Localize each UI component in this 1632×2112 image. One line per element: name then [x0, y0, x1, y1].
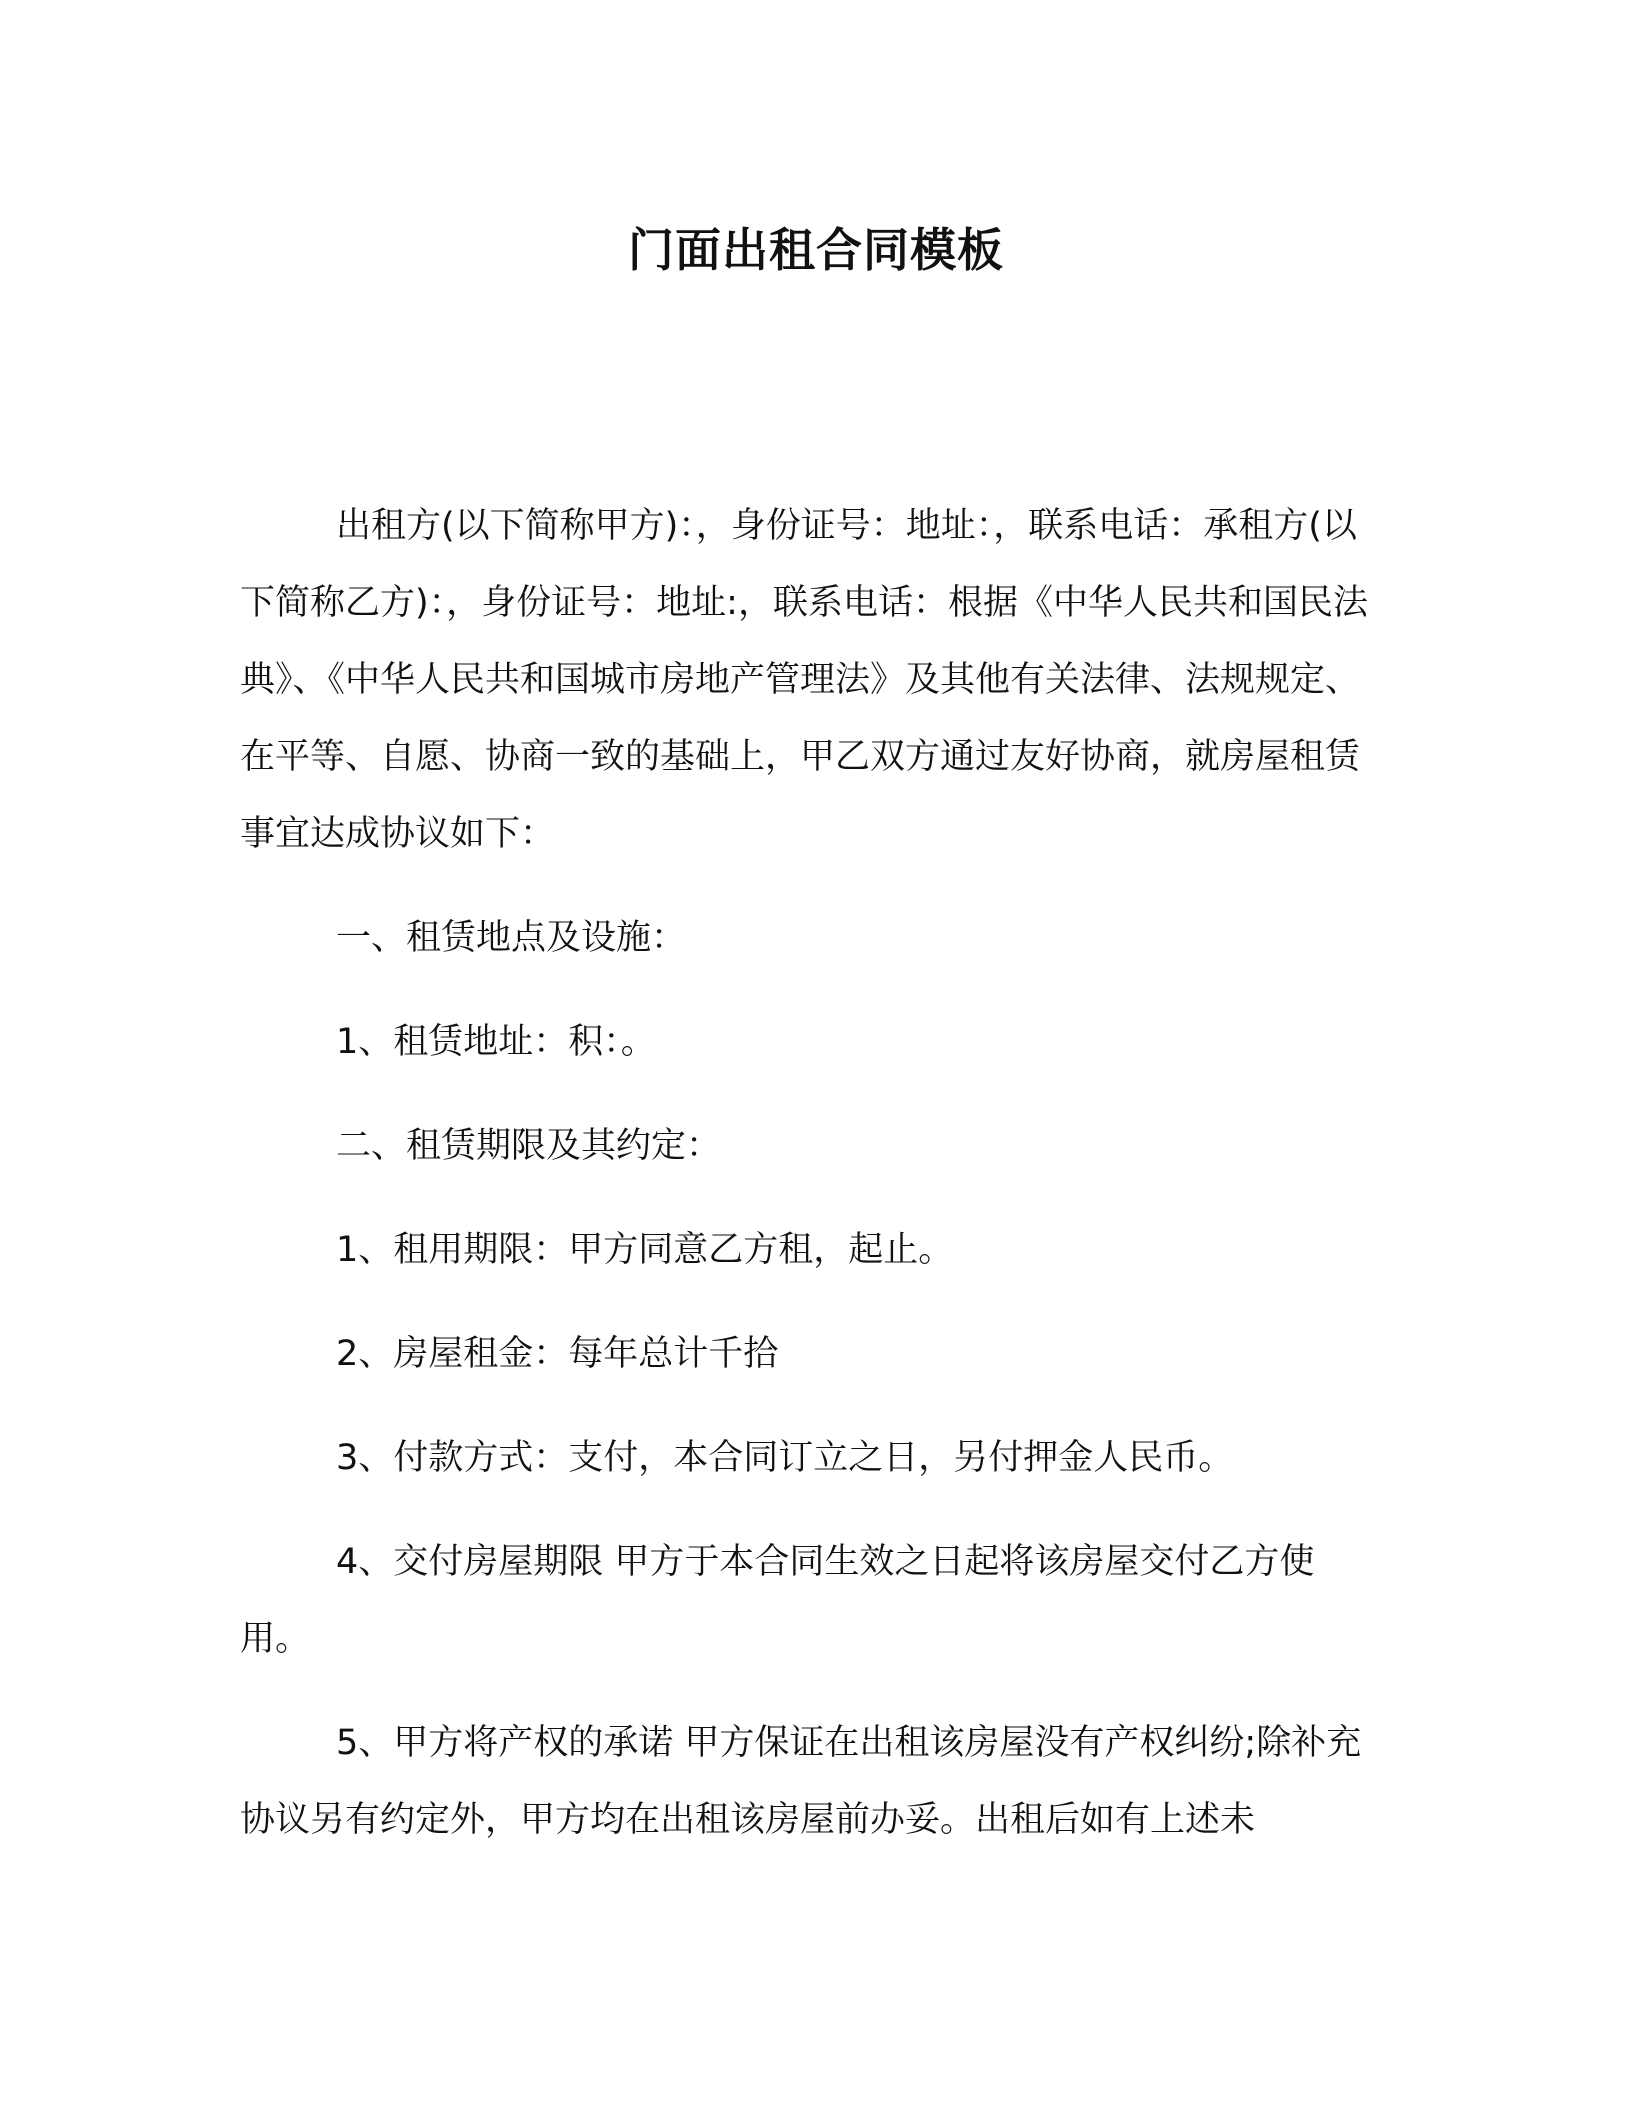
paragraph-parties: 出租方(以下简称甲方)：，身份证号：地址：，联系电话：承租方(以下简称乙方)：，身份证号：地址:，联系电话：根据《中华人民共和国民法典》、《中华人民共和国城市房地产管理法》及其他有关法律、法规规定、在平等、自愿、协商一致的基础上，甲乙双方通过友好协商，就房屋租赁事宜达成协议如下： — [240, 506, 1368, 854]
paragraph-delivery: 4、交付房屋期限 甲方于本合同生效之日起将该房屋交付乙方使用。 — [240, 1542, 1315, 1659]
document-body — [240, 488, 1380, 1859]
paragraph-lease-period: 1、租用期限：甲方同意乙方租，起止。 — [336, 1230, 954, 1270]
heading-lease-location: 一、租赁地点及设施： — [336, 918, 687, 958]
heading-lease-term: 二、租赁期限及其约定： — [336, 1126, 722, 1166]
paragraph-payment: 3、付款方式：支付，本合同订立之日，另付押金人民币。 — [336, 1438, 1234, 1478]
paragraph-lease-address: 1、租赁地址：积：。 — [336, 1022, 656, 1062]
paragraph-rent: 2、房屋租金：每年总计千拾 — [336, 1334, 779, 1374]
document-title: 门面出租合同模板 — [628, 223, 1004, 277]
paragraph-property-rights: 5、甲方将产权的承诺 甲方保证在出租该房屋没有产权纠纷;除补充协议另有约定外，甲方均在出租该房屋前办妥。出租后如有上述未 — [240, 1723, 1362, 1840]
